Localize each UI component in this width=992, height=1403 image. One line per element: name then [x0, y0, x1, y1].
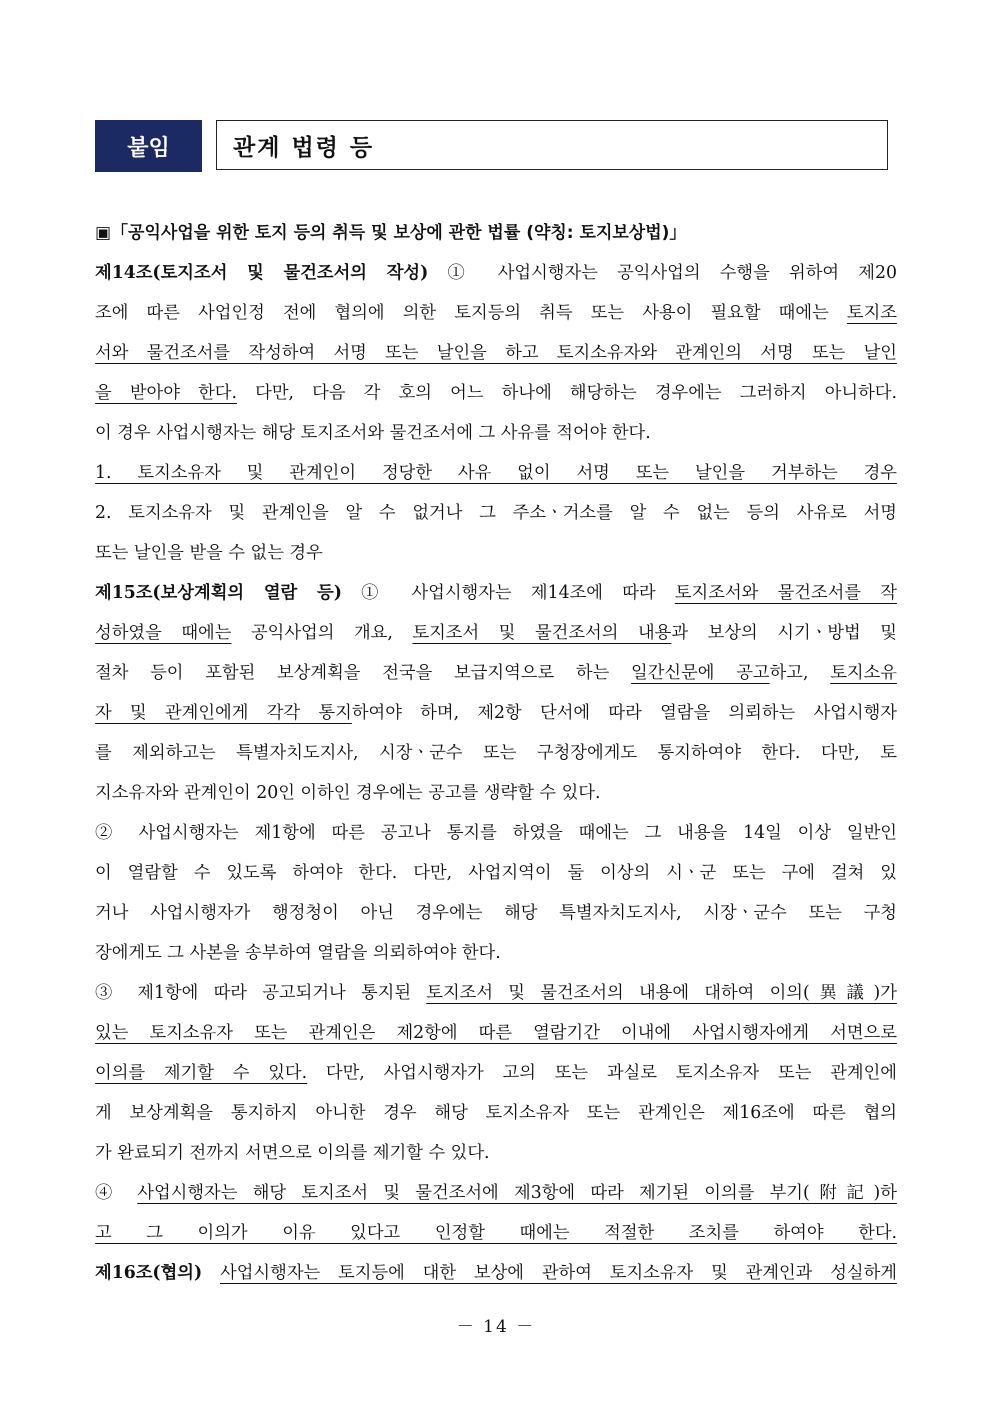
text-line	[95, 893, 897, 933]
text-span: 거나 사업시행자가 행정청이 아닌 경우에는 해당 특별자치도지사, 시장ㆍ군수 또는 구청	[95, 903, 897, 923]
text-line	[95, 1093, 897, 1133]
underlined-text: 자 및 관계인에게 각각 통지	[95, 703, 352, 723]
text-line	[95, 1133, 897, 1173]
appendix-tag: 붙임	[95, 120, 202, 172]
underlined-text: 사업시행자는 해당 토지조서 및 물건조서에 제3항에 따라 제기된 이의를 부기(附記)하	[137, 1183, 897, 1203]
page-number: － 14 －	[456, 1317, 536, 1337]
text-line	[95, 933, 897, 973]
text-line	[95, 293, 897, 333]
underlined-text: 을 받아야 한다.	[95, 383, 237, 403]
text-span	[202, 1263, 220, 1283]
text-line	[95, 493, 897, 533]
text-line	[95, 1173, 897, 1213]
text-span: 를 제외하고는 특별자치도지사, 시장ㆍ군수 또는 구청장에게도 통지하여야 한다. 다만, 토	[95, 743, 897, 763]
appendix-header	[95, 120, 890, 172]
text-span: 공익사업의 개요,	[231, 623, 413, 643]
text-line	[95, 333, 897, 373]
underlined-text: 이의를 제기할 수 있다.	[95, 1063, 308, 1083]
text-span: 다만, 다음 각 호의 어느 하나에 해당하는 경우에는 그러하지 아니하다.	[236, 383, 897, 403]
text-span: ① 사업시행자는 제14조에 따라	[341, 583, 675, 603]
text-span: 조에 따른 사업인정 전에 협의에 의한 토지등의 취득 또는 사용이 필요할 때에는	[95, 303, 847, 323]
text-line	[95, 1053, 897, 1093]
text-span: 다만, 사업시행자가 고의 또는 과실로 토지소유자 또는 관계인에	[307, 1063, 897, 1083]
underlined-text: 토지조서와 물건조서를 작	[674, 583, 898, 603]
underlined-text: 서와 물건조서를 작성하여 서명 또는 날인을 하고 토지소유자와 관계인의 서명 또는 날인	[95, 343, 897, 363]
text-line	[95, 653, 897, 693]
text-line	[95, 693, 897, 733]
underlined-text: 성하였을 때에는	[95, 623, 232, 643]
text-span: 절차 등이 포함된 보상계획을 전국을 보급지역으로 하는	[95, 663, 632, 683]
text-span: 이 열람할 수 있도록 하여야 한다. 다만, 사업지역이 둘 이상의 시ㆍ군 또는 구에 걸쳐 있	[95, 863, 897, 883]
text-span: 지소유자와 관계인이 20인 이하인 경우에는 공고를 생략할 수 있다.	[95, 783, 601, 803]
underlined-text: 토지소유	[830, 663, 897, 683]
document-body	[95, 213, 897, 1293]
text-span: 이 경우 사업시행자는 해당 토지조서와 물건조서에 그 사유를 적어야 한다.	[95, 423, 651, 443]
text-line	[95, 813, 897, 853]
text-span: 하여야 하며, 제2항 단서에 따라 열람을 의뢰하는 사업시행자	[351, 703, 898, 723]
text-span: ② 사업시행자는 제1항에 따른 공고나 통지를 하였을 때에는 그 내용을 14일 이상 일반인	[95, 823, 897, 843]
text-span: ④	[95, 1183, 138, 1203]
text-line	[95, 453, 897, 493]
text-line	[95, 773, 897, 813]
underlined-text: 일간신문에 공고	[631, 663, 770, 683]
underlined-text: 있는 토지소유자 또는 관계인은 제2항에 따른 열람기간 이내에 사업시행자에게 서면으로	[95, 1023, 897, 1043]
appendix-title: 관계 법령 등	[216, 120, 888, 170]
underlined-text: 고 그 이의가 이유 있다고 인정할 때에는 적절한 조치를 하여야 한다.	[95, 1223, 897, 1243]
underlined-text: 토지조서 및 물건조서의 내용에 대하여 이의(異議)가	[426, 983, 897, 1003]
text-span: 과 보상의 시기ㆍ방법 및	[671, 623, 897, 643]
article-heading: 제16조(협의)	[95, 1263, 203, 1283]
text-line	[95, 853, 897, 893]
article-heading: 제15조(보상계획의 열람 등)	[95, 583, 342, 603]
article-heading: 제14조(토지조서 및 물건조서의 작성)	[95, 263, 429, 283]
text-line	[95, 973, 897, 1013]
law-text	[95, 253, 897, 1293]
text-line	[95, 613, 897, 653]
text-line	[95, 733, 897, 773]
underlined-text: 1. 토지소유자 및 관계인이 정당한 사유 없이 서명 또는 날인을 거부하는 경우	[95, 463, 897, 483]
underlined-text: 토지조서 및 물건조서의 내용	[412, 623, 672, 643]
text-line	[95, 253, 897, 293]
text-span: 또는 날인을 받을 수 없는 경우	[95, 543, 323, 563]
text-span: ① 사업시행자는 공익사업의 수행을 위하여 제20	[428, 263, 897, 283]
text-line	[95, 413, 897, 453]
underlined-text: 사업시행자는 토지등에 대한 보상에 관하여 토지소유자 및 관계인과 성실하게	[220, 1263, 897, 1283]
text-span: 하고,	[769, 663, 831, 683]
text-line	[95, 1013, 897, 1053]
text-span: 게 보상계획을 통지하지 아니한 경우 해당 토지소유자 또는 관계인은 제16조에 따른 협의	[95, 1103, 897, 1123]
text-span: 2. 토지소유자 및 관계인을 알 수 없거나 그 주소ㆍ거소를 알 수 없는 등의 사유로 서명	[95, 503, 897, 523]
text-line	[95, 573, 897, 613]
text-line	[95, 373, 897, 413]
text-line	[95, 1213, 897, 1253]
law-title: ▣「공익사업을 위한 토지 등의 취득 및 보상에 관한 법률 (약칭: 토지보상법)」	[95, 223, 687, 243]
text-span: 가 완료되기 전까지 서면으로 이의를 제기할 수 있다.	[95, 1143, 490, 1163]
text-span: ③ 제1항에 따라 공고되거나 통지된	[95, 983, 427, 1003]
underlined-text: 토지조	[846, 303, 897, 323]
text-line	[95, 533, 897, 573]
text-line	[95, 1253, 897, 1293]
text-span: 장에게도 그 사본을 송부하여 열람을 의뢰하여야 한다.	[95, 943, 501, 963]
